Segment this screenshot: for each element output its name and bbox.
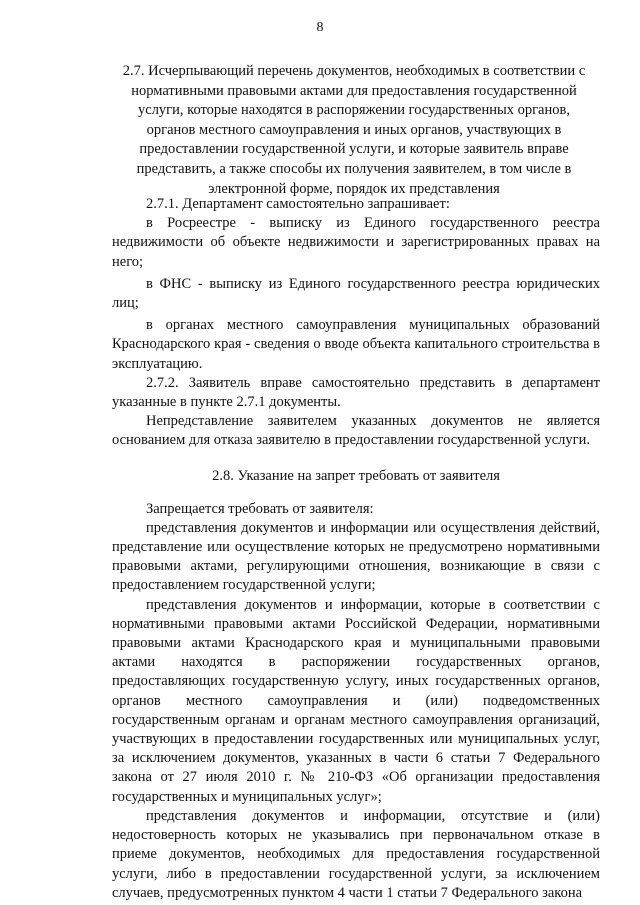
document-body [112,195,600,903]
paragraph-prohibited-2: представления документов и информации, которые в соответствии с нормативными правовыми актами Российской Федерации, нормативными правовыми актами Краснодарского края и муниципальными правовыми актами находятся в распоряжении государственных органов, предоставляющих государственную услугу, иных государственных органов, органов местного самоуправления и (или) подведомственных государственным органам и органам местного самоуправления организаций, участвующих в предоставлении государственных или муниципальных услуг, за исключением документов, указанных в части 6 статьи 7 Федерального закона от 27 июля 2010 г. № 210-ФЗ «Об организации предоставления государственных и муниципальных услуг»; [112,596,600,805]
paragraph-prohibited-1: представления документов и информации или осуществления действий, представление или осуществление которых не предусмотрено нормативными правовыми актами, регулирующими отношения, возникающие в связи с предоставлением государственной услуги; [112,519,600,594]
section-2-7-title: 2.7. Исчерпывающий перечень документов, необходимых в соответствии с нормативными правовыми актами для предоставления государственной услуги, которые находятся в распоряжении государственных органов, органов местного самоуправления и иных органов, участвующих в предоставлении государственной услуги, и которые заявитель вправе представить, а также способы их получения заявителем, в том числе в электронной форме, порядок их представления [122,63,586,197]
paragraph-non-submission: Непредставление заявителем указанных документов не является основанием для отказа заявителю в предоставлении государственной услуги. [112,413,600,449]
paragraph-local-government: в органах местного самоуправления муниципальных образований Краснодарского края - сведения о вводе объекта капитального строительства в эксплуатацию. [112,317,600,372]
paragraph-2-7-2: 2.7.2. Заявитель вправе самостоятельно представить в департамент указанные в пункте 2.7.1 документы. [112,374,600,411]
paragraph-rosreestr: в Росреестре - выписку из Единого государственного реестра недвижимости об объекте недвижимости и зарегистрированных правах на него; [112,215,600,270]
paragraph-fns: в ФНС - выписку из Единого государственного реестра юридических лиц; [112,275,600,312]
paragraph-prohibited-intro: Запрещается требовать от заявителя: [146,500,374,517]
paragraph-2-7-1: 2.7.1. Департамент самостоятельно запрашивает: [146,196,450,212]
paragraph-prohibited-3: представления документов и информации, отсутствие и (или) недостоверность которых не указывались при первоначальном отказе в приеме документов, необходимых для предоставления государственной услуги, либо в предоставлении государственной услуги, за исключением случаев, предусмотренных пунктом 4 части 1 статьи 7 Федерального закона [112,807,600,901]
section-2-8-title: 2.8. Указание на запрет требовать от заявителя [212,467,500,484]
page-number: 8 [316,20,324,35]
